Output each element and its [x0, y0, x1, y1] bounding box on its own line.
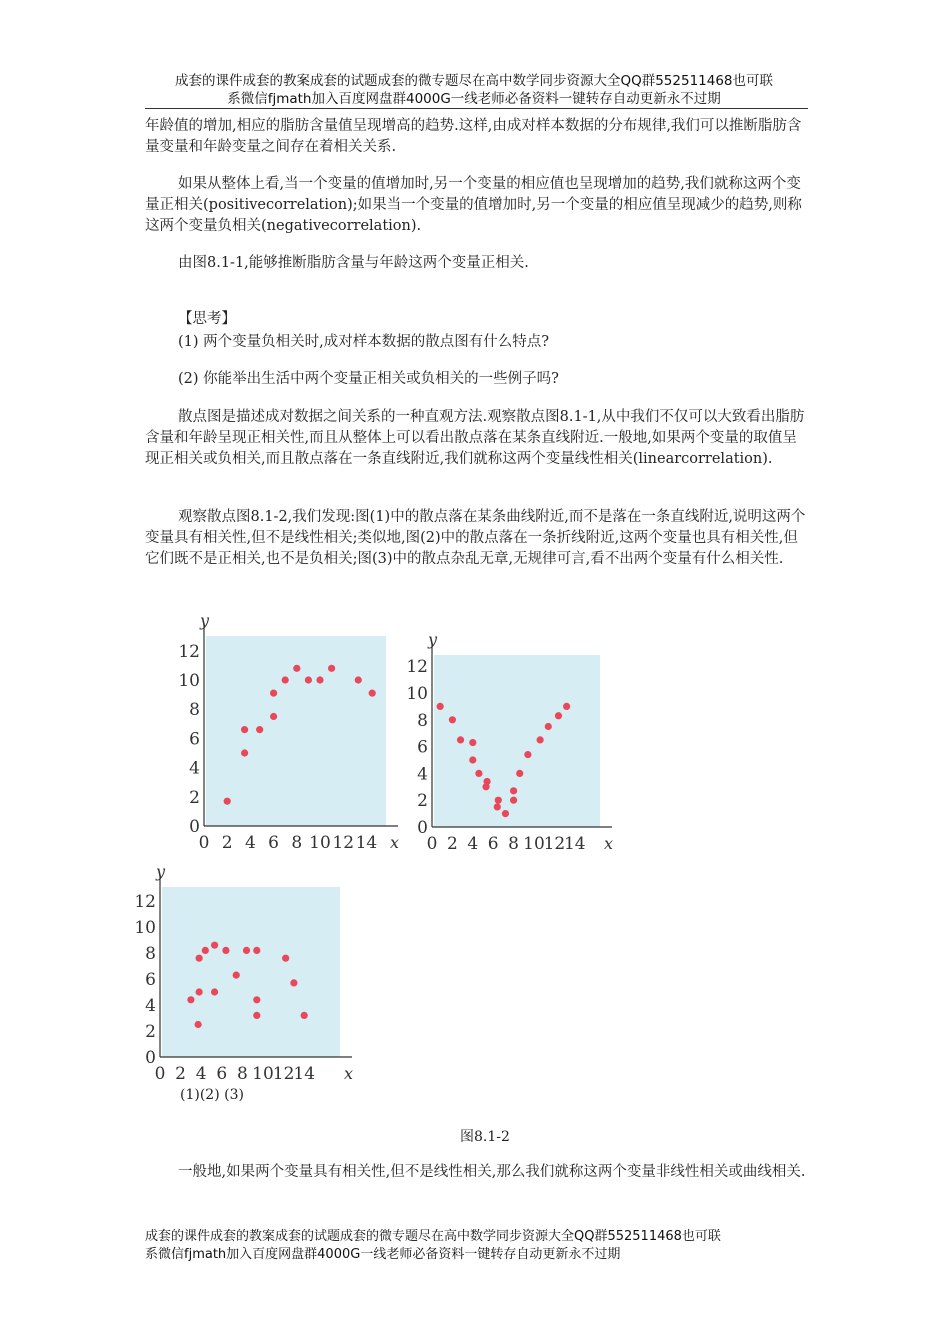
y-tick-label: 4 [417, 764, 428, 785]
header-line-1: 成套的课件成套的教案成套的试题成套的微专题尽在高中数学同步资源大全QQ群552511468也可联 [174, 73, 774, 89]
data-point [369, 690, 376, 697]
data-point [222, 947, 229, 954]
x-tick-label: 0 [154, 1064, 166, 1084]
data-point [290, 979, 297, 986]
data-point [224, 798, 231, 805]
page-header [140, 72, 808, 108]
footer-line-1: 成套的课件成套的教案成套的试题成套的微专题尽在高中数学同步资源大全QQ群552511468也可联 [145, 1229, 721, 1244]
data-point [241, 749, 248, 756]
plot-area [162, 887, 340, 1057]
data-point [187, 996, 194, 1003]
data-point [195, 1021, 202, 1028]
header-rule [145, 108, 808, 109]
x-tick-label: 6 [268, 833, 280, 853]
data-point [253, 996, 260, 1003]
data-point [510, 787, 517, 794]
y-tick-label: 4 [145, 996, 156, 1016]
data-point [253, 1012, 260, 1019]
question-1: (1) 两个变量负相关时,成对样本数据的散点图有什么特点? [178, 334, 550, 350]
paragraph-4: 散点图是描述成对数据之间关系的一种直观方法.观察散点图8.1-1,从中我们不仅可以大致看出脂肪含量和年龄呈现正相关性,而且从整体上可以看出散点落在某条直线附近.一般地,如果两个变量的取值呈现正相关或负相关,而且散点落在一条直线附近,我们就称这两个变量线性相关(linearcorrelation). [145, 409, 805, 467]
y-tick-label: 8 [417, 710, 428, 731]
data-point [211, 942, 218, 949]
data-point [537, 736, 544, 743]
y-tick-label: 10 [178, 671, 200, 691]
y-axis-label: y [200, 611, 210, 630]
y-tick-label: 0 [417, 818, 428, 838]
x-tick-label: 14 [293, 1064, 316, 1084]
y-axis-label: y [428, 630, 438, 649]
plot-area [206, 636, 386, 826]
data-point [555, 712, 562, 719]
data-point [301, 1012, 308, 1019]
think-title: 【思考】 [178, 311, 236, 327]
data-point [243, 947, 250, 954]
y-tick-label: 2 [417, 791, 428, 812]
y-tick-label: 8 [145, 944, 156, 964]
scatter-plot-3 [134, 855, 360, 1084]
data-point [253, 947, 260, 954]
paragraph-6: 一般地,如果两个变量具有相关性,但不是线性相关,那么我们就称这两个变量非线性相关或曲线相关. [178, 1164, 806, 1180]
x-tick-label: 8 [291, 833, 303, 853]
x-tick-label: 12 [332, 833, 355, 853]
y-tick-label: 10 [134, 918, 156, 938]
data-point [563, 703, 570, 710]
y-tick-label: 6 [417, 737, 428, 758]
x-tick-label: 10 [309, 833, 331, 853]
data-point [305, 676, 312, 683]
data-point [449, 716, 456, 723]
data-point [355, 676, 362, 683]
x-tick-label: 14 [563, 834, 586, 854]
data-point [437, 703, 444, 710]
data-point [211, 988, 218, 995]
data-point [202, 947, 209, 954]
data-point [502, 810, 509, 817]
data-point [483, 778, 490, 785]
sub-figure-labels: (1)(2) (3) [180, 1087, 244, 1103]
x-tick-label: 2 [446, 834, 458, 854]
x-tick-label: 10 [523, 834, 545, 854]
data-point [510, 797, 517, 804]
data-point [457, 736, 464, 743]
data-point [282, 676, 289, 683]
x-axis-label: x [390, 833, 400, 852]
data-point [469, 739, 476, 746]
y-tick-label: 10 [406, 684, 428, 704]
paragraph-1: 年龄值的增加,相应的脂肪含量值呈现增高的趋势.这样,由成对样本数据的分布规律,我们可以推断脂肪含量变量和年龄变量之间存在着相关关系. [145, 118, 802, 155]
x-tick-label: 0 [426, 834, 438, 854]
y-tick-label: 0 [145, 1048, 156, 1068]
x-axis-label: x [344, 1064, 354, 1083]
x-tick-label: 10 [252, 1064, 274, 1084]
data-point [469, 756, 476, 763]
data-point [494, 803, 501, 810]
x-tick-label: 8 [508, 834, 520, 854]
data-point [241, 726, 248, 733]
data-point [270, 713, 277, 720]
y-tick-label: 0 [189, 817, 200, 837]
x-tick-label: 4 [244, 833, 256, 853]
data-point [524, 751, 531, 758]
y-axis-label: y [156, 862, 166, 881]
paragraph-2: 如果从整体上看,当一个变量的值增加时,另一个变量的相应值也呈现增加的趋势,我们就称这两个变量正相关(positivecorrelation);如果当一个变量的值增加时,另一个变量的相应值呈现减少的趋势,则称这两个变量负相关(negativecorrelation). [145, 176, 802, 234]
x-tick-label: 2 [175, 1064, 187, 1084]
x-tick-label: 6 [487, 834, 499, 854]
header-line-2: 系微信fjmath加入百度网盘群4000G一线老师必备资料一键转存自动更新永不过期 [227, 91, 721, 107]
data-point [282, 955, 289, 962]
y-tick-label: 2 [145, 1022, 156, 1042]
y-tick-label: 6 [189, 729, 200, 750]
scatter-plot-1 [176, 600, 398, 858]
y-tick-label: 2 [189, 787, 200, 808]
y-tick-label: 4 [189, 758, 200, 779]
x-tick-label: 4 [195, 1064, 207, 1084]
data-point [328, 665, 335, 672]
data-point [516, 770, 523, 777]
x-tick-label: 0 [198, 833, 210, 853]
x-tick-label: 12 [543, 834, 566, 854]
paragraph-5: 观察散点图8.1-2,我们发现:图(1)中的散点落在某条曲线附近,而不是落在一条直线附近,说明这两个变量具有相关性,但不是线性相关;类似地,图(2)中的散点落在一条折线附近,这两个变量也具有相关性,但它们既不是正相关,也不是负相关;图(3)中的散点杂乱无章,无规律可言,看不出两个变量有什么相关性. [145, 509, 806, 567]
data-point [233, 972, 240, 979]
paragraph-3: 由图8.1-1,能够推断脂肪含量与年龄这两个变量正相关. [178, 255, 529, 271]
y-tick-label: 12 [134, 892, 156, 912]
figure-caption: 图8.1-2 [460, 1129, 510, 1145]
y-tick-label: 6 [145, 970, 156, 990]
data-point [196, 955, 203, 962]
data-point [196, 988, 203, 995]
x-tick-label: 4 [467, 834, 479, 854]
footer-line-2: 系微信fjmath加入百度网盘群4000G一线老师必备资料一键转存自动更新永不过期 [145, 1247, 621, 1262]
data-point [316, 676, 323, 683]
data-point [293, 665, 300, 672]
x-tick-label: 8 [236, 1064, 248, 1084]
y-tick-label: 12 [406, 657, 428, 678]
data-point [270, 690, 277, 697]
x-tick-label: 2 [221, 833, 233, 853]
scatter-plot-2 [406, 620, 632, 858]
x-tick-label: 12 [272, 1064, 295, 1084]
data-point [495, 797, 502, 804]
x-axis-label: x [604, 834, 614, 853]
data-point [545, 723, 552, 730]
data-point [256, 726, 263, 733]
question-2: (2) 你能举出生活中两个变量正相关或负相关的一些例子吗? [178, 371, 559, 387]
y-tick-label: 8 [189, 700, 200, 721]
page-footer [145, 1228, 808, 1264]
x-tick-label: 14 [355, 833, 378, 853]
x-tick-label: 6 [216, 1064, 228, 1084]
y-tick-label: 12 [178, 641, 200, 662]
data-point [475, 770, 482, 777]
